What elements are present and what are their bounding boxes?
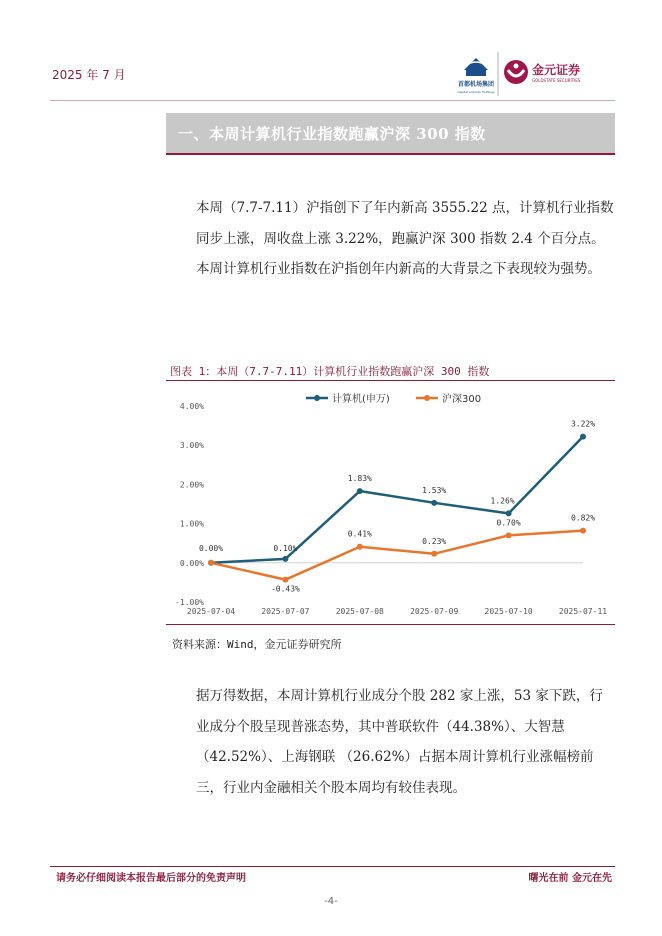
data-point bbox=[208, 560, 214, 566]
figure-top-rule bbox=[166, 380, 615, 381]
section-banner bbox=[166, 113, 615, 155]
data-label: 0.82% bbox=[570, 513, 596, 523]
data-label: 3.22% bbox=[570, 419, 596, 429]
data-point bbox=[282, 577, 288, 583]
logo-left-text: 首都机场集团 bbox=[457, 81, 495, 88]
x-tick-label: 2025-07-11 bbox=[558, 607, 608, 616]
footer-divider bbox=[50, 866, 615, 867]
y-tick-label: 3.00% bbox=[179, 441, 204, 451]
data-point bbox=[357, 488, 363, 494]
report-date: 2025 年 7 月 bbox=[52, 68, 126, 82]
x-tick-label: 2025-07-10 bbox=[484, 607, 533, 616]
data-point bbox=[580, 434, 586, 440]
footer-disclaimer: 请务必仔细阅读本报告最后部分的免责声明 bbox=[56, 873, 246, 884]
data-point bbox=[506, 510, 512, 516]
logo-left-sub: Capital Airports Holdings bbox=[457, 90, 495, 94]
goldstate-logo-icon bbox=[504, 60, 528, 84]
capital-airports-logo-icon bbox=[464, 58, 488, 76]
legend-marker bbox=[314, 395, 320, 401]
paragraph-intro: 本周（7.7-7.11）沪指创下了年内新高 3555.22 点，计算机行业指数同步上涨，周收盘上涨 3.22%，跑赢沪深 300 指数 2.4 个百分点。本周计算机行业指数在沪指创年内新高的大背景之下表现较为强势。 bbox=[196, 200, 614, 277]
legend-label: 计算机(申万) bbox=[332, 394, 390, 405]
y-tick-label: 4.00% bbox=[179, 402, 204, 411]
data-point bbox=[282, 556, 288, 562]
line-chart bbox=[166, 384, 615, 620]
logo-right-sub: GOLDSTATE SECURITIES bbox=[532, 78, 581, 83]
data-point bbox=[431, 500, 437, 506]
y-tick-label: 1.00% bbox=[179, 519, 204, 529]
y-tick-label: -1.00% bbox=[175, 598, 204, 607]
legend-label: 沪深300 bbox=[442, 394, 482, 405]
data-label: 0.10% bbox=[273, 543, 298, 553]
data-label: 0.00% bbox=[198, 543, 224, 553]
x-tick-label: 2025-07-07 bbox=[261, 607, 310, 616]
legend-marker bbox=[424, 395, 430, 401]
logo-group bbox=[456, 50, 616, 98]
x-tick-label: 2025-07-08 bbox=[335, 607, 384, 616]
data-label: 1.53% bbox=[422, 485, 447, 495]
figure-bottom-rule bbox=[166, 624, 615, 625]
y-tick-label: 2.00% bbox=[179, 480, 204, 490]
data-point bbox=[580, 528, 586, 534]
data-label: 0.41% bbox=[347, 529, 372, 539]
figure-source: 资料来源：Wind，金元证券研究所 bbox=[172, 638, 342, 651]
data-label: -0.43% bbox=[270, 584, 300, 594]
paragraph-analysis: 据万得数据，本周计算机行业成分个股 282 家上涨，53 家下跌，行业成分个股呈现普涨态势，其中普联软件（44.38%）、大智慧（42.52%）、上海钢联 （26.62%）占据本周计算机行业涨幅榜前三，行业内金融相关个股本周均有较佳表现。 bbox=[196, 688, 603, 796]
data-point bbox=[357, 544, 363, 550]
logo-right-text: 金元证券 bbox=[532, 63, 581, 77]
data-label: 0.23% bbox=[422, 536, 447, 546]
section-title: 一、本周计算机行业指数跑赢沪深 300 指数 bbox=[178, 125, 486, 143]
x-tick-label: 2025-07-04 bbox=[186, 607, 236, 616]
data-label: 1.26% bbox=[490, 496, 515, 506]
series-line bbox=[211, 437, 583, 563]
data-point bbox=[506, 532, 512, 538]
x-tick-label: 2025-07-09 bbox=[410, 607, 459, 616]
data-point bbox=[431, 551, 437, 557]
series-line bbox=[211, 531, 583, 580]
y-tick-label: 0.00% bbox=[179, 558, 204, 568]
data-label: 1.83% bbox=[347, 474, 372, 484]
figure-title: 图表 1：本周（7.7-7.11）计算机行业指数跑赢沪深 300 指数 bbox=[170, 365, 490, 378]
page-number: -4- bbox=[324, 896, 338, 907]
footer-slogan: 曙光在前 金元在先 bbox=[528, 873, 612, 884]
header-divider bbox=[50, 100, 615, 101]
data-label: 0.70% bbox=[496, 518, 521, 528]
